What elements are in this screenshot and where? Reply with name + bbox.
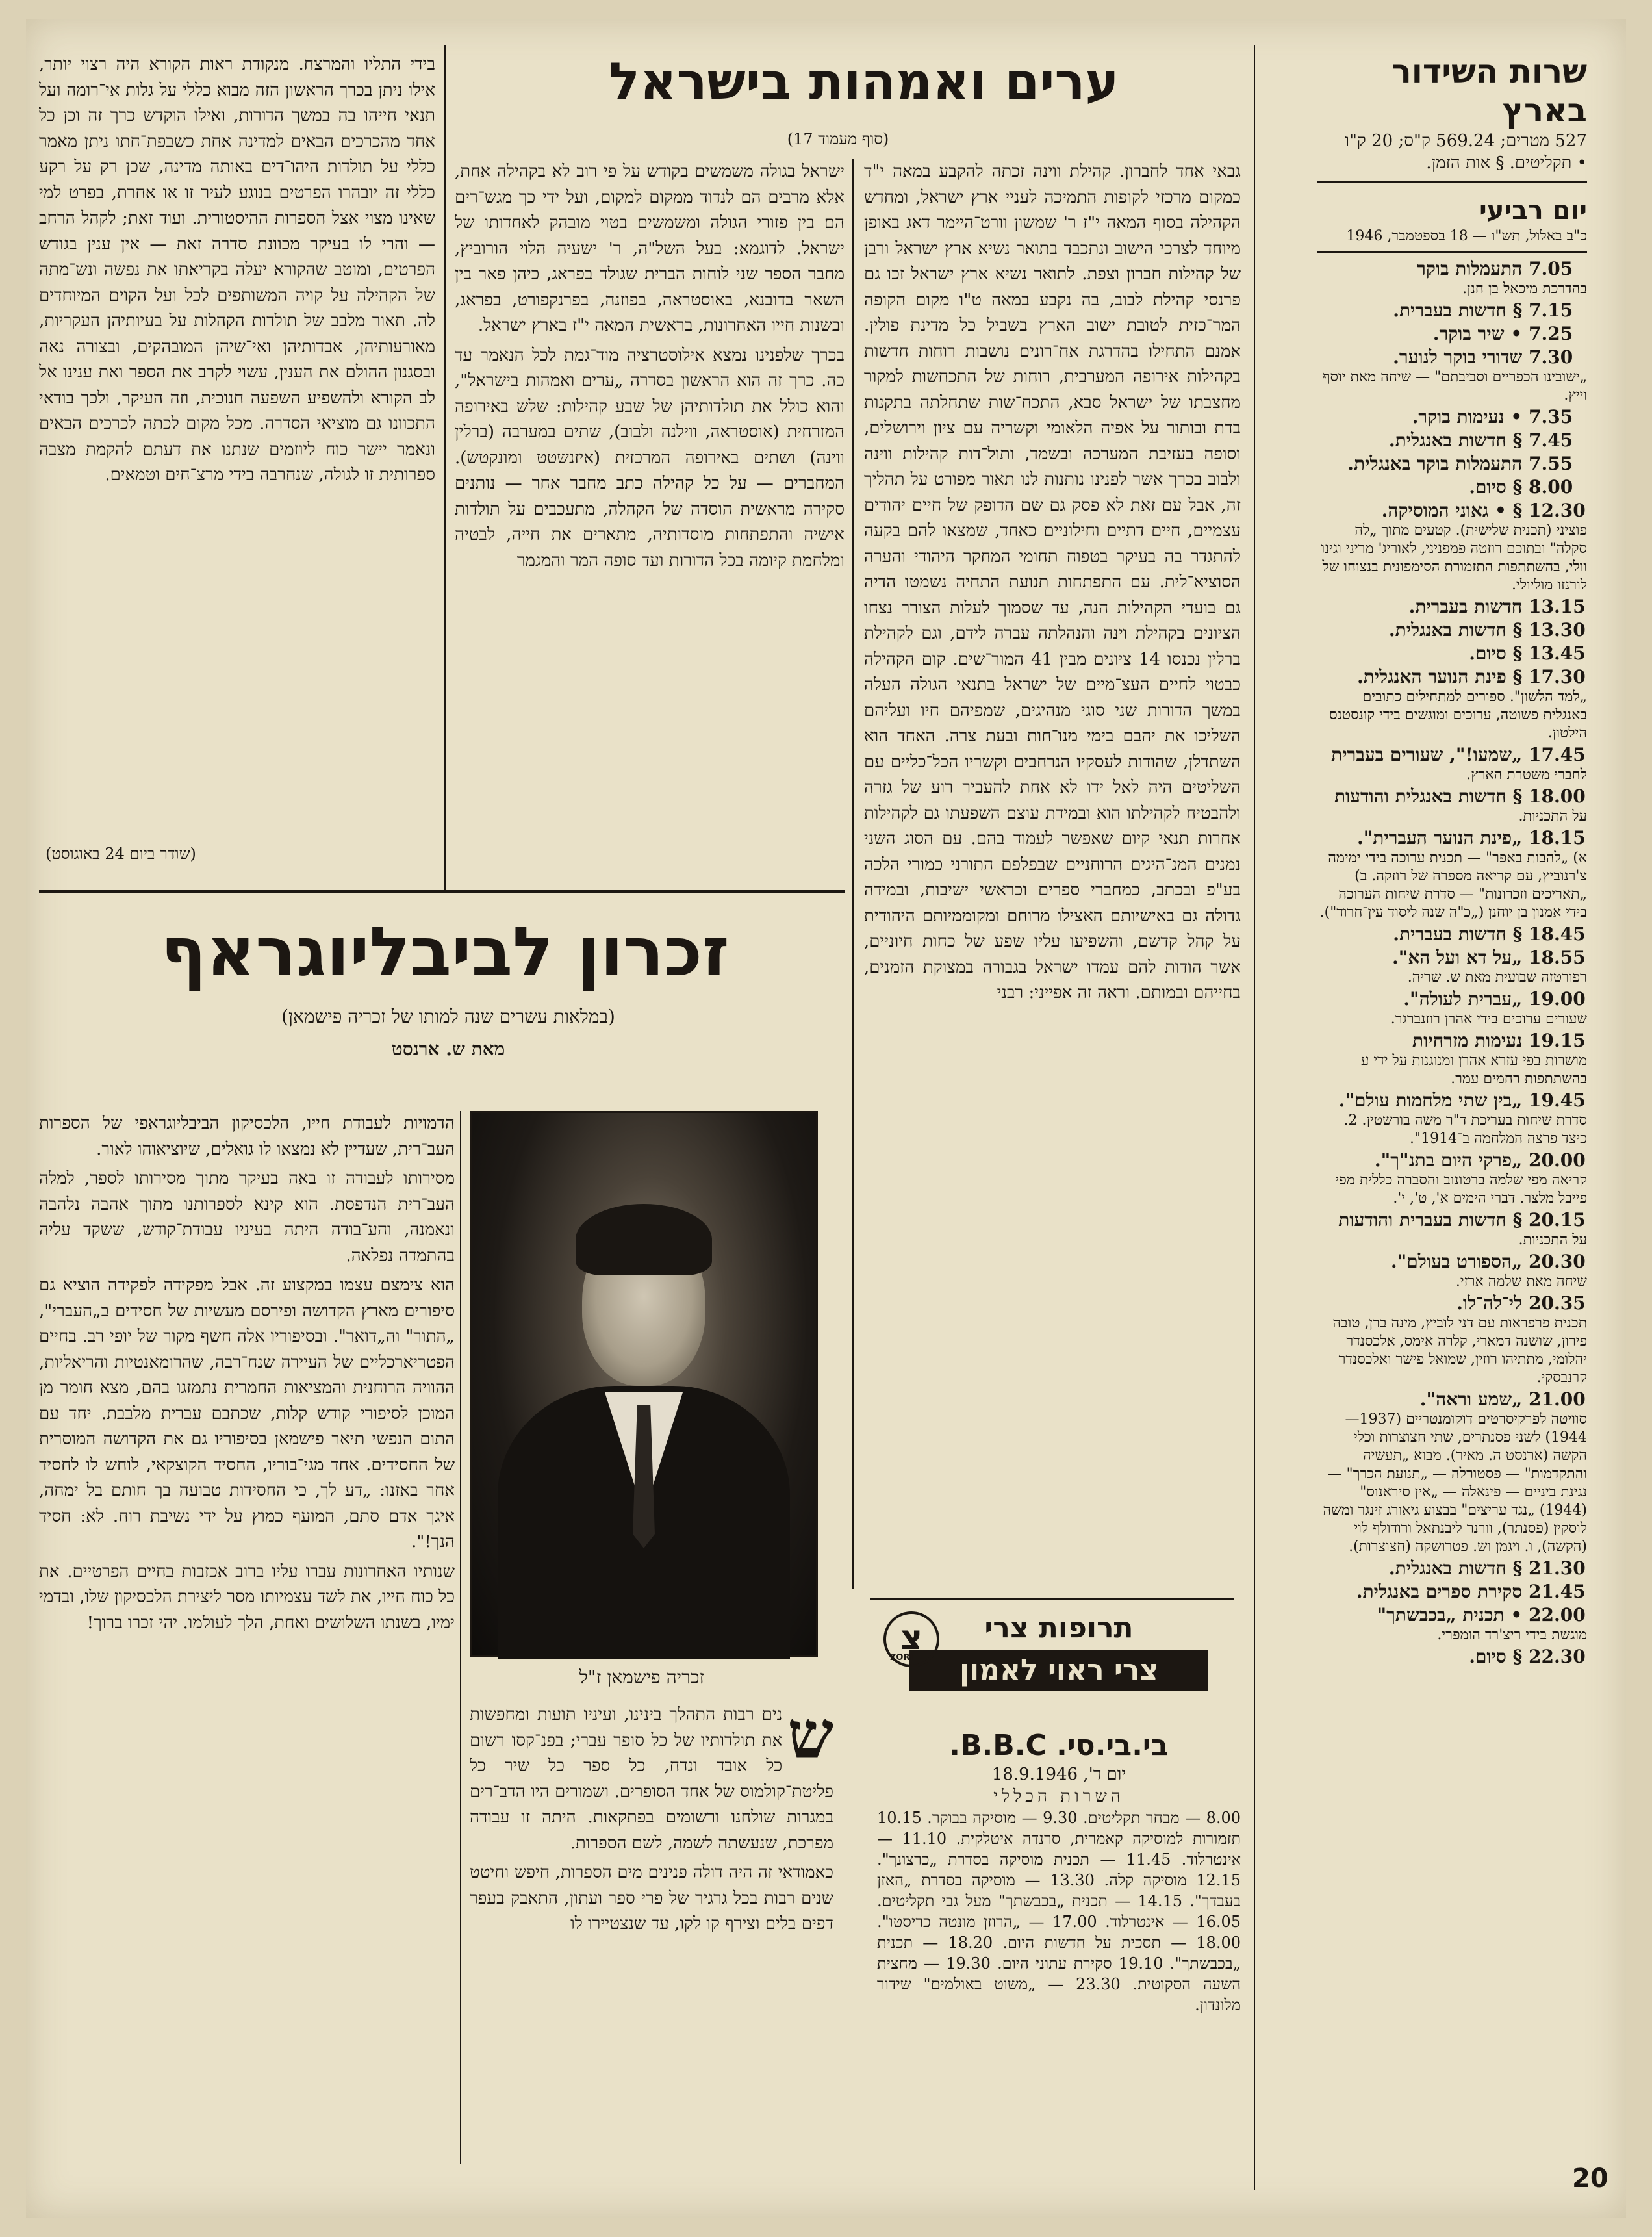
schedule-item xyxy=(1317,476,1587,498)
ad-title: תרופות צרי xyxy=(984,1611,1134,1644)
schedule-item xyxy=(1317,1090,1587,1148)
schedule-item xyxy=(1317,786,1587,826)
newspaper-page xyxy=(26,19,1626,2218)
schedule-desc: סדרת שיחות בעריכת ד"ר משה בורשטין. 2. כיצד פרצה המלחמה ב־1914". xyxy=(1343,1112,1587,1147)
schedule-time: 13.15 xyxy=(1529,596,1586,617)
schedule-item xyxy=(1317,619,1587,641)
article2-author: מאת ש. ארנסט xyxy=(391,1038,505,1060)
article1-para: ישראל בגולה משמשים בקודש על פי רוב לא בקהילה אחת, אלא מרבים הם לנדוד ממקום למקום, ועל ידי כך מגש־רים הם בין פזורי הגולה ומשמשים בטוי מובהק לאחדותו של ישראל. לדוגמא: בעל השל"ה, ר' ישעיה הלוי הורוביץ, מחבר הספר שני לוחות הברית שגולד בפראג, כיהן פאר בין השאר בדובנא, באוסטראה, בפוזנה, בפרנקפורט, בפראג, ובשנות חייו האחרונות, בראשית המאה י"ז בארץ ישראל. xyxy=(455,162,845,335)
schedule-desc: מוגשת בידי ריצ'רד הומפרי. xyxy=(1437,1627,1587,1643)
schedule-item xyxy=(1317,1209,1587,1249)
schedule-item-row xyxy=(1317,1557,1587,1579)
schedule-item-row xyxy=(1317,323,1587,345)
schedule-program: „שמעו!", שעורים בעברית xyxy=(1331,744,1523,765)
schedule-time: 18.15 xyxy=(1529,827,1586,849)
schedule-program: § • גאוני המוסיקה. xyxy=(1381,500,1523,521)
article2-column-left xyxy=(470,1702,833,2170)
article1-column-left xyxy=(39,52,435,841)
schedule-time: 7.45 xyxy=(1529,429,1573,451)
schedule-desc: תכנית פרפראות עם דני לוביץ, מינה ברן, טובה פירון, שושנה דמארי, קלרה אימס, אלכסנדר יהלומי, מתתיהו רוזין, שמואל פישר ואלכסנדר קרנבסקי. xyxy=(1332,1315,1587,1386)
schedule-item-row xyxy=(1317,258,1587,280)
schedule-program: § חדשות באנגלית. xyxy=(1388,429,1523,451)
schedule-item xyxy=(1317,643,1587,665)
schedule-time: 12.30 xyxy=(1529,500,1586,521)
schedule-desc: על התכניות. xyxy=(1518,808,1587,824)
schedule-desc: פוציני (תכנית שלישית). קטעים מתוך „לה סקלה" ובתוכם רוזטה פמפניני, לאוריג' מריני וגינו וולי, בהשתתפות התזמורת הסימפונית בנצוחו של לורנזו מוליולי. xyxy=(1321,522,1587,593)
schedule-time: 19.45 xyxy=(1529,1090,1586,1111)
schedule-item xyxy=(1317,1149,1587,1208)
schedule-desc: לחברי משטרת הארץ. xyxy=(1466,767,1587,783)
schedule-desc: קריאה מפי שלמה ברטונוב והסברה כללית מפי פייבל מלצר. דברי הימים א', ט', י'. xyxy=(1335,1172,1587,1207)
column-divider xyxy=(444,45,446,890)
schedule-program: § חדשות באנגלית. xyxy=(1388,1557,1523,1579)
schedule-item-row xyxy=(1317,923,1587,945)
schedule-time: 20.30 xyxy=(1529,1251,1586,1272)
zori-logo-icon xyxy=(883,1611,939,1667)
schedule-item-row xyxy=(1317,476,1587,498)
photo-caption: זכריה פישמאן ז"ל xyxy=(579,1667,705,1688)
schedule-time: 20.15 xyxy=(1529,1209,1586,1231)
schedule-item xyxy=(1317,1604,1587,1644)
schedule-desc: בהדרכת מיכאל בן חנן. xyxy=(1462,281,1587,297)
schedule-item-row xyxy=(1317,1604,1587,1626)
photo-hair-shape xyxy=(576,1204,712,1275)
schedule-item xyxy=(1317,258,1587,298)
column-divider xyxy=(852,159,854,1589)
schedule-title: שרות השידור בארץ xyxy=(1391,53,1587,129)
schedule-time: 17.30 xyxy=(1529,666,1586,687)
schedule-program: חדשות בעברית. xyxy=(1408,596,1523,617)
schedule-program: „פרקי היום בתנ"ך". xyxy=(1374,1149,1523,1171)
schedule-item xyxy=(1317,1646,1587,1668)
schedule-time: 7.25 xyxy=(1529,323,1573,344)
schedule-item-row xyxy=(1317,1030,1587,1052)
schedule-item xyxy=(1317,300,1587,322)
bbc-section: השרות הכללי xyxy=(993,1787,1125,1806)
schedule-program: נעימות מזרחיות xyxy=(1412,1030,1523,1051)
schedule-time: 13.45 xyxy=(1529,643,1586,664)
schedule-desc: א) „להבות באפר" — תכנית ערוכה בידי ימימה צ'רנוביץ, עם קריאה מספרה של רוזקה. ב) „תאריכים וזכרונות" — סדרת שיחות הערוכה בידי אמנון בן יוחנן („כ"ה שנה ליסוד עין־חרוד"). xyxy=(1319,850,1587,921)
schedule-time: 19.15 xyxy=(1529,1030,1586,1051)
schedule-item xyxy=(1317,666,1587,743)
schedule-program: § סיום. xyxy=(1469,643,1523,664)
schedule-item-row xyxy=(1317,1251,1587,1273)
article2-para: מסירותו לעבודה זו באה בעיקר מתוך מסירותו לספר, למלה העב־רית הנדפסת. הוא קינא לספרותנו מתוך אהבה נלהבה ונאמנה, והע־בודה היתה בעיניו עבודת־קודש, ששקד עליה בהתמדה נפלאה. xyxy=(39,1169,455,1266)
schedule-time: 7.15 xyxy=(1529,300,1573,321)
schedule-item xyxy=(1317,596,1587,618)
article1-para: בידי התליו והמרצח. מנקודת ראות הקורא היה רצוי יותר, אילו ניתן בכרך הראשון הזה מבוא כללי על גלות אי־רומה ועל תנאי חייהו בה במשך הדורות, ואילו הוקדש כרך זה וכן כל אחד מהכרכים הבאים למדינה אחת כשבפת־חתו ניתן מאמר כללי על תולדות היהו־דים באותה מדינה, שכן רק על רקע כללי זה יובהרו הפרטים בנוגע לעיר זו או אחרת, בפרט למי שאינו מצוי אצל הספרות ההיסטורית. ועוד זאת; לקהל הרחב — והרי לו בעיקר מכוונת סדרה זאת — אין ענין בגודש הפרטים, ומוטב שהקורא יעלה בקריאתו את נפשה ונש־מתה של הקהילה על קויה המשותפים לכל ועל הקוים המיוחדים לה. תאור מלבב של תולדות הקהלות על בעיותיהן העקריות, מאורעותיהן, אבדותיהן ואי־שיהן המובהקים, ובצורה נאה ובסגנון ההולם את הענין, עשוי לקרב את הספר ואת ענינו אל לב הקורא ולהשפיע השפעה חנוכית, וזה העיקר, ולכך בודאי התכוונו גם מוציאי הסדרה. מכל מקום לכתה לכרכים הבאים ונאמר יישר כוח ליוזמים שנתנו את דעתם להקמת מצבה ספרותית זו לגולה, שנחרבה בידי מרצ־חים וטמאים. xyxy=(39,55,435,485)
schedule-time: 17.45 xyxy=(1529,744,1586,765)
schedule-item xyxy=(1317,923,1587,945)
schedule-item-row xyxy=(1317,346,1587,368)
schedule-program: • נעימות בוקר. xyxy=(1412,406,1523,428)
schedule-desc: על התכניות. xyxy=(1518,1232,1587,1248)
logo-letter: צ xyxy=(900,1618,922,1657)
schedule-item xyxy=(1317,1557,1587,1579)
schedule-program: התעמלות בוקר באנגלית. xyxy=(1347,453,1523,474)
schedule-time: 21.00 xyxy=(1529,1388,1586,1410)
article2-column-right xyxy=(39,1111,455,2157)
bbc-title: בי.בי.סי. B.B.C. xyxy=(949,1729,1169,1762)
column-divider xyxy=(460,1111,461,2164)
article2-lead-para xyxy=(470,1702,833,1856)
ad-divider xyxy=(870,1598,1234,1600)
radio-schedule xyxy=(1317,52,1587,1668)
bbc-dateline xyxy=(877,1763,1241,1785)
article2-para: כאמודאי זה היה דולה פנינים מים הספרות, חיפש וחיטט שנים רבות בכל גרגיר של פרי ספר ועתון, התאבק בעפר דפים בלים וצירף קו לקו, עד שנצטיירו לו xyxy=(470,1863,833,1934)
schedule-time: 7.30 xyxy=(1529,346,1573,368)
schedule-item-row xyxy=(1317,744,1587,766)
schedule-program: § חדשות באנגלית והודעות xyxy=(1334,786,1523,807)
article-divider xyxy=(39,890,845,893)
schedule-item-row xyxy=(1317,1646,1587,1668)
schedule-item xyxy=(1317,429,1587,452)
schedule-item-row xyxy=(1317,947,1587,969)
article1-title: ערים ואמהות בישראל xyxy=(609,53,1119,111)
schedule-item-row xyxy=(1317,406,1587,428)
schedule-item xyxy=(1317,323,1587,345)
schedule-item-row xyxy=(1317,1292,1587,1314)
schedule-item xyxy=(1317,1388,1587,1556)
bbc-schedule xyxy=(877,1728,1241,2015)
schedule-program: § פינת הנוער האנגלית. xyxy=(1356,666,1523,687)
schedule-time: 22.30 xyxy=(1529,1646,1586,1667)
schedule-item-row xyxy=(1317,827,1587,849)
column-divider xyxy=(1254,45,1255,2190)
schedule-item-row xyxy=(1317,1090,1587,1112)
logo-small-text: ZORI xyxy=(890,1653,913,1663)
schedule-desc: סוויטה לפרקיסרטים דוקומנטריים (1937—1944) לשני פסנתרים, שתי חצוצרות וכלי הקשה (ארנסט ה. מאיר). מבוא „תעשיה והתקדמות" — פסטורלה — „תנועת הכרך" — נגינת ביניים — פינאלה — „אין סיראנוס" (1944) „נגד עריצים" בבצוע גיאורג זינגר ומשה לוסקין (פסנתר), וורנר ליבנתאל ורודולף לוי (הקשה), ו. ויגמן וש. פטרושקה (חצוצרות). xyxy=(1323,1411,1587,1555)
schedule-item-row xyxy=(1317,596,1587,618)
schedule-item-row xyxy=(1317,1149,1587,1171)
schedule-item xyxy=(1317,1251,1587,1291)
schedule-desc: רפורטזה שבועית מאת ש. שריה. xyxy=(1407,969,1587,986)
schedule-time: 7.05 xyxy=(1529,258,1573,279)
schedule-program: § חדשות בעברית והודעות xyxy=(1338,1209,1523,1231)
schedule-item-row xyxy=(1317,988,1587,1010)
schedule-item-row xyxy=(1317,666,1587,688)
schedule-time: 7.55 xyxy=(1529,453,1573,474)
schedule-item-row xyxy=(1317,429,1587,452)
schedule-program: לי־לה־לו. xyxy=(1456,1292,1523,1314)
bbc-day: יום ד', xyxy=(1083,1765,1126,1784)
schedule-line1: 527 מטרים; 569.24 ק"ס; 20 ק"ו xyxy=(1345,131,1587,151)
article1-column-right xyxy=(864,159,1241,1589)
schedule-program: שדורי בוקר לנוער. xyxy=(1393,346,1523,368)
schedule-time: 8.00 xyxy=(1529,476,1573,498)
article1-para: גבאי אחד לחברון. קהילת ווינה זכתה להקבע במאה י"ד כמקום מרכזי לקופות התמיכה לעניי ארץ ישראל, ומחדש הקהילה בסוף המאה י"ז ר' שמשון וורט־היימר דאג באופן מיוחד לצרכי הישוב ונתכבד בתואר נשיא ארץ ישראל ורבן של קהילות חברון וצפת. לתואר נשיא ארץ ישראל זכו גם פרנסי קהילת לבוב, בה נקבע במאה ט"ו מקום הקופה המר־כזית לטובת ישוב הארץ בשביל כל מדינת פולין. אמנם התחילו בהדרגת אח־רונים נושבות רוחות חדשות בקהילות אירופה המערבית, רוחות של התכחשות למקור מחצבתו של ישראל סבא, התכח־שות שתחלתה בתקנות בדת ובותור על אפיה הלאומי וקשריה עם ציון וירושלים, וסופה בעזיבת המערכה ובשמד, ותול־דות קהילות ווינה ולבוב בכרך אשר לפנינו נותנות לנו תאור מפורט על תהליך זה, אבל עם זאת לא פסק גם שם הדופק של חיים יהודים עצמיים, חיים דתיים וחילוניים כאחד, שמצאו להם בקעה להתגדר בה בעיקר בטפוח תחומי המחקר היהודי והערה הסוציא־לית. עם התפתחות תנועת התחיה נשמטו הדיה גם בועדי הקהילות הנה, עד שסמוך לעלות הצורר נצחו הציונים בקהילת וינה והנהלתה עברה לידם, וגם לקהילת ברלין נכנסו 14 ציונים מבין 41 המור־שים. קום הקהילה כבטוי לחיים העצ־מיים של ישראל בתנאי הגולה העלה במשך הדורות שני סוגי מנהיגים, שמפיהם חיו ועליהם השליכו את יהבם בימי מנו־חות ובעת צרה. האחד הוא השתדלן, שהודות לעסקיו הנרחבים וקשריו הכל־כליים עם השליטים היה לאל ידו לא אחת להעביר רוע של גזרה ולהבטיח לקהילתו הוא ובמידת עוצם השפעתו גם לקהילות אחרות תנאי קיום שאפשר לעמוד בהם. עם הסוג השני נמנים המנ־היגים הרוחניים שבפלפם התורני כמורי הלכה בע"פ ובכתב, כמחברי ספרים וכראשי ישיבות, ובמידה גדולה גם באישיותם האצילו מרוחם ומקוממיותם היהודית על קהל קדשם, והשפיעו עליו שפע של כחות חיוניים, אשר הודות להם עמדו ישראל בגבורה במצוקת הזמנים, בחייהם ובמותם. וראה זה אפייני: רבני xyxy=(864,162,1241,1003)
article2-para: שנותיו האחרונות עברו עליו ברוב אכזבות בחיים הפרטיים. את כל כוח חייו, את לשד עצמיותו מסר ליצירת הלכסיקון שלו, ובדמי ימיו, בשנתו השלושים ואחת, הלך לעולמו. יהי זכרו ברוך! xyxy=(39,1561,455,1633)
portrait-photo xyxy=(470,1111,818,1657)
article2-para: הוא צימצם עצמו במקצוע זה. אבל מפקידה לפקידה הוציא גם סיפורים מארץ הקדושה ופירסם מעשיות של חסידים ב„העברי", „התור" וה„דואר". ובסיפוריו אלה חשף מקור של יופי רב. בחיים הפטריארכליים של העיירה שנח־רבה, שהרומאנטיות והריאליות, ההוויה הרוחנית והמציאות החמרית נתמזגו בהם, מצא חומר מן המוכן לסיפורי קודש קלות, שכתבם עברית מלבבת. יחד עם התום הנפשי תיאר פישמאן בסיפוריו גם את הקדושה המוסרית של החסידים. אחד מגי־בוריו, החסיד הקוצקאי, לוחש לו לחסיד אחר באזנו: „דע לך, כי החסידות טבועה בך חותם בל ימחה, איגך אדם סתם, המועף כמוץ על ידי נשיבת רוח. לא: חסיד הנך!". xyxy=(39,1275,455,1552)
schedule-program: § חדשות בעברית. xyxy=(1393,300,1523,321)
schedule-list xyxy=(1317,258,1587,1668)
article2-para: הדמויות לעבודת חייו, הלכסיקון הביבליוגראפי של הספרות העב־רית, שעדיין לא נמצאו לו גואלים, שיוציאוהו לאור. xyxy=(39,1114,455,1159)
ad-banner: צרי ראוי לאמון xyxy=(909,1650,1208,1691)
article1-para: בכרך שלפנינו נמצא אילוסטרציה מוד־גמת לכל הנאמר עד כה. כרך זה הוא הראשון בסדרה „ערים ואמהות בישראל", והוא כולל את תולדותיהן של שבע קהילות: שלש באירופה המזרחית (אוסטראה, ווילנה ולבוב), שתים במערבה (ברלין ווינה) ושתים באירופה המרכזית (איזנשטט ומונקטש). המחברים — על כל קהילה כתב מחבר אחר — נותנים סקירה מראשית הוסדה של הקהלה, מתעכבים על תולדות אישיה והתפתחות מוסדותיה, מתארים את חייה, לבטיה ומלחמת קיומה בכל הדורות ועד סופה המר והמגמר xyxy=(455,345,845,570)
schedule-desc: שעורים ערוכים בידי אהרן רוזנברגר. xyxy=(1390,1011,1587,1027)
schedule-item xyxy=(1317,1292,1587,1387)
article1-aired-note: (שודר ביום 24 באוגוסט) xyxy=(45,845,196,863)
ad-zori xyxy=(877,1610,1241,1691)
schedule-time: 18.45 xyxy=(1529,923,1586,945)
schedule-item-row xyxy=(1317,1209,1587,1231)
schedule-desc: „למד הלשון". ספורים למתחילים כתובים באנגלית פשוטה, ערוכים ומוגשים בידי קונסטנס הילטון. xyxy=(1329,689,1587,741)
schedule-time: 20.00 xyxy=(1529,1149,1586,1171)
schedule-item-row xyxy=(1317,500,1587,522)
schedule-time: 21.30 xyxy=(1529,1557,1586,1579)
schedule-program: • תכנית „בכבשתך" xyxy=(1377,1604,1523,1626)
schedule-time: 19.00 xyxy=(1529,988,1586,1010)
article1-subtitle: (סוף מעמוד 17) xyxy=(787,130,889,148)
schedule-program: סקירת ספרים באנגלית. xyxy=(1356,1581,1523,1602)
schedule-item-row xyxy=(1317,786,1587,808)
schedule-item-row xyxy=(1317,1581,1587,1603)
drop-cap: ש xyxy=(787,1702,833,1773)
schedule-program: § חדשות באנגלית. xyxy=(1388,619,1523,641)
schedule-item xyxy=(1317,1581,1587,1603)
schedule-item xyxy=(1317,744,1587,784)
schedule-program: „בין שתי מלחמות עולם". xyxy=(1338,1090,1523,1111)
schedule-program: • שיר בוקר. xyxy=(1432,323,1523,344)
schedule-item-row xyxy=(1317,619,1587,641)
schedule-time: 18.55 xyxy=(1529,947,1586,968)
schedule-desc: „ישובינו הכפריים וסביבתם" — שיחה מאת יוסף וייץ. xyxy=(1323,369,1587,403)
schedule-time: 18.00 xyxy=(1529,786,1586,807)
schedule-item-row xyxy=(1317,453,1587,475)
schedule-item xyxy=(1317,453,1587,475)
schedule-program: § חדשות בעברית. xyxy=(1393,923,1523,945)
schedule-desc: שיחה מאת שלמה ארזי. xyxy=(1455,1273,1587,1290)
bbc-date: 18.9.1946 xyxy=(991,1765,1078,1784)
schedule-item-row xyxy=(1317,300,1587,322)
schedule-program: „הספורט בעולם". xyxy=(1390,1251,1523,1272)
article2-title: זכרון לביבליוגראף xyxy=(160,912,730,991)
schedule-time: 13.30 xyxy=(1529,619,1586,641)
schedule-time: 21.45 xyxy=(1529,1581,1586,1602)
schedule-item xyxy=(1317,1030,1587,1088)
schedule-time: 7.35 xyxy=(1529,406,1573,428)
schedule-program: התעמלות בוקר xyxy=(1417,258,1523,279)
schedule-program: „פינת הנוער העברית". xyxy=(1356,827,1523,849)
schedule-program: „על דא ועל הא". xyxy=(1391,947,1523,968)
schedule-item-row xyxy=(1317,1388,1587,1411)
schedule-time: 22.00 xyxy=(1529,1604,1586,1626)
schedule-program: „שמע וראה". xyxy=(1419,1388,1523,1410)
schedule-item-row xyxy=(1317,643,1587,665)
article1-column-middle xyxy=(455,159,845,880)
schedule-item xyxy=(1317,988,1587,1029)
schedule-item xyxy=(1317,947,1587,987)
schedule-item xyxy=(1317,406,1587,428)
schedule-program: § סיום. xyxy=(1469,1646,1523,1667)
schedule-desc: מושרות בפי עזרא אהרן ומנוגנות על ידי ע בהשתתפות רחמים עמר. xyxy=(1360,1053,1587,1087)
article2-lead: נים רבות התהלך בינינו, ועיניו תועות ומחפשות את תולדותיו של כל סופר עברי; בפנ־קסו רשום כל אובד ונדח, כל ספר כל שיר כל פליטת־קולמוס של אחד הסופרים. ושמורים היו הדב־רים במגרות שולחנו ורשומים בפתקאות. היתה זו עבודה מפרכת, שנעשתה לשמה, לשם הספרות. xyxy=(470,1705,833,1853)
schedule-time: 20.35 xyxy=(1529,1292,1586,1314)
page-number: 20 xyxy=(1572,2164,1608,2193)
schedule-item xyxy=(1317,500,1587,594)
schedule-item xyxy=(1317,346,1587,405)
schedule-program: „עברית לעולה". xyxy=(1403,988,1523,1010)
bbc-text: 8.00 — מבחר תקליטים. 9.30 — מוסיקה בבוקר. 10.15 תזמורות למוסיקה קאמרית, סרנדה איטלקית. 11.10 — אינטרלוד. 11.45 — תכנית מוסיקה בסדרת „כרצונך". 12.15 מוסיקה קלה. 13.30 — מוסיקה בסדרת „האזן בעבדך". 14.15 — תכנית „בכבשתך" מעל גבי תקליטים. 16.05 — אינטרלוד. 17.00 — „הרוזן מונטה כריסטו". 18.00 — תסכית על חדשות היום. 18.20 — תכנית „בכבשתך". 19.10 סקירת עתוני היום. 19.30 — מחצית השעה הסקוטית. 23.30 — „משוט באולמים" שידור מלונדון. xyxy=(877,1809,1241,2014)
article2-subtitle: (במלאות עשרים שנה למותו של זכריה פישמאן) xyxy=(281,1006,615,1027)
schedule-day: יום רביעי xyxy=(1479,196,1587,225)
schedule-date: כ"ב באלול, תש"ו — 18 בספטמבר, 1946 xyxy=(1346,228,1587,244)
schedule-program: § סיום. xyxy=(1469,476,1523,498)
schedule-line2: • תקליטים. § אות הזמן. xyxy=(1426,153,1587,173)
schedule-item xyxy=(1317,827,1587,922)
